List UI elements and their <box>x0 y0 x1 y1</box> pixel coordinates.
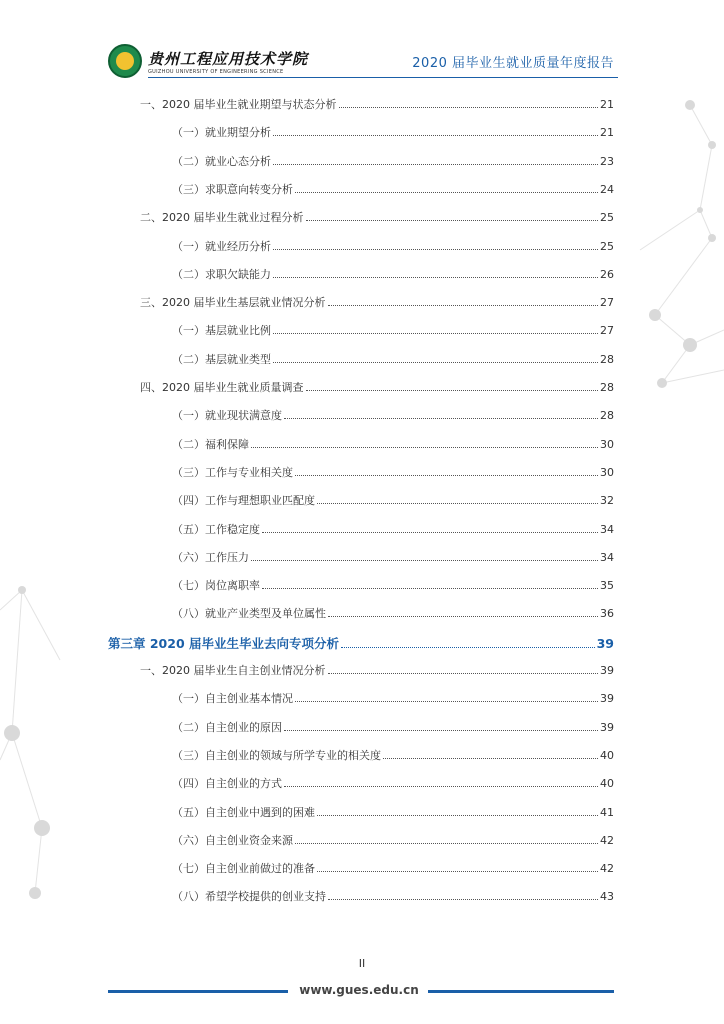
toc-entry-title: （七）自主创业前做过的准备 <box>172 862 315 876</box>
toc-dot-leader <box>341 647 595 648</box>
toc-entry-title: （一）自主创业基本情况 <box>172 692 293 706</box>
toc-entry-title: （五）自主创业中遇到的困难 <box>172 805 315 819</box>
toc-entry-page: 39 <box>600 720 614 734</box>
toc-entry-page: 40 <box>600 748 614 762</box>
toc-dot-leader <box>295 701 598 702</box>
toc-entry-title: 一、2020 届毕业生就业期望与状态分析 <box>140 98 337 111</box>
toc-entry-page: 35 <box>600 579 614 593</box>
toc-entry-page: 21 <box>600 126 614 140</box>
toc-dot-leader <box>317 815 598 816</box>
toc-entry[interactable] <box>172 492 614 508</box>
toc-entry-title: （二）基层就业类型 <box>172 352 271 366</box>
toc-entry[interactable] <box>140 294 614 310</box>
toc-dot-leader <box>251 560 598 561</box>
toc-entry-page: 34 <box>600 522 614 536</box>
toc-entry[interactable] <box>140 96 614 112</box>
toc-entry-page: 28 <box>600 381 614 394</box>
toc-entry-page: 42 <box>600 833 614 847</box>
toc-entry-title: （四）工作与理想职业匹配度 <box>172 494 315 508</box>
toc-entry[interactable] <box>172 521 614 537</box>
toc-entry-page: 25 <box>600 211 614 225</box>
toc-dot-leader <box>383 758 598 759</box>
toc-entry-title: 第三章 2020 届毕业生毕业去向专项分析 <box>108 635 339 651</box>
toc-entry-page: 26 <box>600 267 614 281</box>
toc-dot-leader <box>295 475 598 476</box>
toc-dot-leader <box>273 135 598 136</box>
toc-dot-leader <box>306 390 599 391</box>
toc-entry-page: 34 <box>600 550 614 564</box>
toc-entry[interactable] <box>172 775 614 791</box>
report-title: 2020 届毕业生就业质量年度报告 <box>412 56 614 71</box>
toc-entry-page: 21 <box>600 98 614 111</box>
toc-entry-page: 25 <box>600 239 614 253</box>
toc-dot-leader <box>295 843 598 844</box>
toc-entry-title: 四、2020 届毕业生就业质量调查 <box>140 381 304 394</box>
toc-entry-page: 23 <box>600 154 614 168</box>
toc-entry-page: 36 <box>600 607 614 621</box>
toc-entry[interactable] <box>172 719 614 735</box>
toc-entry-page: 42 <box>600 862 614 876</box>
toc-entry-title: （一）就业期望分析 <box>172 126 271 140</box>
toc-entry-page: 28 <box>600 409 614 423</box>
toc-entry-title: （一）就业经历分析 <box>172 239 271 253</box>
toc-dot-leader <box>262 532 598 533</box>
toc-entry-title: （二）自主创业的原因 <box>172 720 282 734</box>
toc-dot-leader <box>273 362 598 363</box>
toc-entry[interactable] <box>172 577 614 593</box>
footer-url: www.gues.edu.cn <box>299 983 419 997</box>
toc-entry-title: （一）基层就业比例 <box>172 324 271 338</box>
toc-entry[interactable] <box>172 124 614 140</box>
toc-entry-title: （七）岗位离职率 <box>172 579 260 593</box>
toc-dot-leader <box>328 899 598 900</box>
toc-entry-title: （六）自主创业资金来源 <box>172 833 293 847</box>
toc-dot-leader <box>317 503 598 504</box>
toc-entry[interactable] <box>172 238 614 254</box>
toc-entry[interactable] <box>172 690 614 706</box>
page-number: II <box>358 957 366 970</box>
toc-entry-page: 43 <box>600 890 614 904</box>
toc-entry[interactable] <box>172 832 614 848</box>
toc-entry-title: 三、2020 届毕业生基层就业情况分析 <box>140 296 326 310</box>
toc-dot-leader <box>317 871 598 872</box>
toc-dot-leader <box>284 786 598 787</box>
toc-entry[interactable] <box>172 322 614 338</box>
toc-entry[interactable] <box>172 860 614 876</box>
toc-entry[interactable] <box>172 804 614 820</box>
toc-entry[interactable] <box>172 153 614 169</box>
toc-dot-leader <box>251 447 598 448</box>
toc-dot-leader <box>328 305 599 306</box>
toc-entry[interactable] <box>172 436 614 452</box>
toc-dot-leader <box>273 249 598 250</box>
toc-entry-title: 一、2020 届毕业生自主创业情况分析 <box>140 664 326 677</box>
toc-entry-title: （五）工作稳定度 <box>172 522 260 536</box>
toc-entry[interactable] <box>172 549 614 565</box>
toc-dot-leader <box>262 588 598 589</box>
toc-entry-title: （二）福利保障 <box>172 437 249 451</box>
toc-entry-title: （八）希望学校提供的创业支持 <box>172 890 326 904</box>
toc-entry-title: （一）就业现状满意度 <box>172 409 282 423</box>
footer-bar-right <box>428 990 614 993</box>
toc-entry-title: （二）就业心态分析 <box>172 154 271 168</box>
school-name-cn: 贵州工程应用技术学院 <box>148 50 309 68</box>
toc-dot-leader <box>328 616 598 617</box>
toc-entry-page: 41 <box>600 805 614 819</box>
toc-dot-leader <box>273 333 598 334</box>
toc-dot-leader <box>306 220 599 221</box>
toc-entry-title: （六）工作压力 <box>172 550 249 564</box>
toc-entry[interactable] <box>140 379 614 395</box>
footer-bar-left <box>108 990 288 993</box>
toc-dot-leader <box>284 730 598 731</box>
toc-entry-title: （八）就业产业类型及单位属性 <box>172 607 326 621</box>
toc-entry[interactable] <box>172 407 614 423</box>
toc-entry-page: 39 <box>600 692 614 706</box>
toc-entry-page: 39 <box>600 664 614 677</box>
toc-entry-title: （二）求职欠缺能力 <box>172 267 271 281</box>
toc-dot-leader <box>339 107 599 108</box>
toc-entry-title: （三）自主创业的领域与所学专业的相关度 <box>172 748 381 762</box>
toc-entry[interactable] <box>172 605 614 621</box>
toc-entry[interactable] <box>172 747 614 763</box>
toc-entry[interactable] <box>140 209 614 225</box>
toc-entry-page: 30 <box>600 465 614 479</box>
toc-entry-page: 24 <box>600 182 614 196</box>
toc-dot-leader <box>295 192 598 193</box>
toc-dot-leader <box>273 277 598 278</box>
toc-dot-leader <box>328 673 599 674</box>
toc-entry-title: （四）自主创业的方式 <box>172 777 282 791</box>
toc-dot-leader <box>284 418 598 419</box>
toc-entry-page: 32 <box>600 494 614 508</box>
toc-entry[interactable] <box>172 181 614 197</box>
toc-entry-title: （三）求职意向转变分析 <box>172 182 293 196</box>
toc-chapter-entry[interactable] <box>108 634 614 652</box>
toc-entry-page: 27 <box>600 324 614 338</box>
toc-dot-leader <box>273 164 598 165</box>
toc-entry-page: 40 <box>600 777 614 791</box>
toc-entry-title: （三）工作与专业相关度 <box>172 465 293 479</box>
toc-entry[interactable] <box>172 888 614 904</box>
toc-entry[interactable] <box>172 266 614 282</box>
toc-entry-page: 28 <box>600 352 614 366</box>
toc-entry-page: 27 <box>600 296 614 310</box>
toc-entry[interactable] <box>140 662 614 678</box>
toc-entry-page: 39 <box>596 635 614 651</box>
toc-entry-page: 30 <box>600 437 614 451</box>
toc-entry[interactable] <box>172 351 614 367</box>
school-name-en: GUIZHOU UNIVERSITY OF ENGINEERING SCIENCE <box>148 69 284 75</box>
toc-entry-title: 二、2020 届毕业生就业过程分析 <box>140 211 304 225</box>
toc-entry[interactable] <box>172 464 614 480</box>
